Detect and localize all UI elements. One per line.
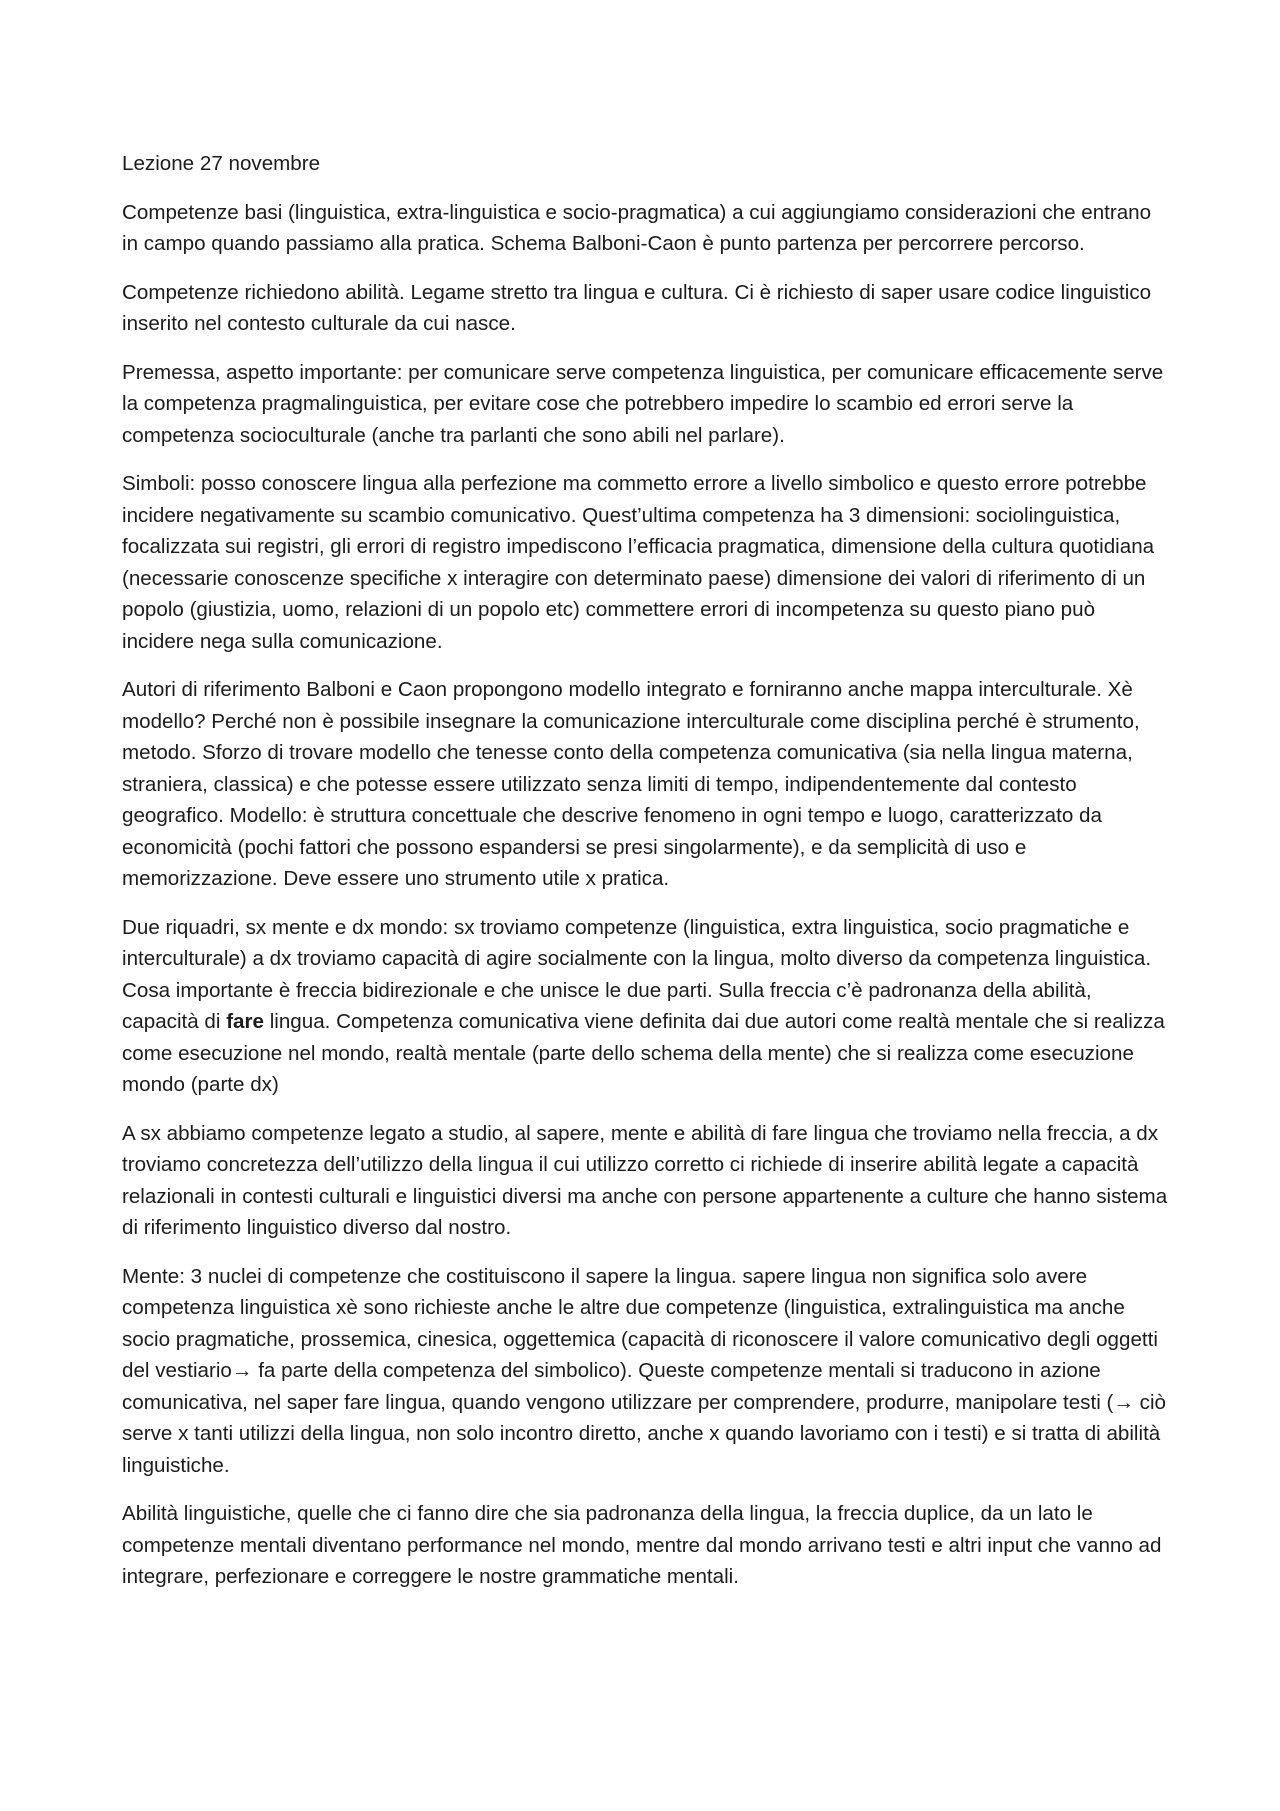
text-span: lingua. Competenza comunicativa viene definita dai due autori come realtà mentale che si realizza come esecuzione nel mondo, realtà mentale (parte dello schema della mente) che si realizza come esecuzione mondo (parte dx)	[122, 1010, 1165, 1096]
paragraph-a-sx: A sx abbiamo competenze legato a studio, al sapere, mente e abilità di fare lingua che troviamo nella freccia, a dx troviamo concretezza dell’utilizzo della lingua il cui utilizzo corretto ci richiede di inserire abilità legate a capacità relazionali in contesti culturali e linguistici diversi ma anche con persone appartenente a culture che hanno sistema di riferimento linguistico diverso dal nostro.	[122, 1121, 1168, 1239]
lesson-title: Lezione 27 novembre	[122, 152, 321, 175]
paragraph-due-riquadri	[122, 912, 1168, 1101]
paragraph-premessa: Premessa, aspetto importante: per comunicare serve competenza linguistica, per comunicare efficacemente serve la competenza pragmalinguistica, per evitare cose che potrebbero impedire lo scambio ed errori serve la competenza socioculturale (anche tra parlanti che sono abili nel parlare).	[122, 360, 1164, 447]
paragraph-mente: Mente: 3 nuclei di competenze che costituiscono il sapere la lingua. sapere lingua non significa solo avere competenza linguistica xè sono richieste anche le altre due competenze (linguistica, extralinguistica ma anche socio pragmatiche, prossemica, cinesica, oggettemica (capacità di riconoscere il valore comunicativo degli oggetti del vestiario→ fa parte della competenza del simbolico). Queste competenze mentali si traducono in azione comunicativa, nel saper fare lingua, quando vengono utilizzare per comprendere, produrre, manipolare testi (→ ciò serve x tanti utilizzi della lingua, non solo incontro diretto, anche x quando lavoriamo con i testi) e si tratta di abilità linguistiche.	[122, 1264, 1166, 1477]
text-span: Due riquadri, sx mente e dx mondo: sx troviamo competenze (linguistica, extra linguistica, socio pragmatiche e interculturale) a dx troviamo capacità di agire socialmente con la lingua, molto diverso da competenza linguistica. Cosa importante è freccia bidirezionale e che unisce le due parti. Sulla freccia c’è padronanza della abilità, capacità di	[122, 915, 1152, 1033]
bold-word-fare: fare	[226, 1010, 264, 1033]
paragraph-autori: Autori di riferimento Balboni e Caon propongono modello integrato e forniranno anche mappa interculturale. Xè modello? Perché non è possibile insegnare la comunicazione interculturale come disciplina perché è strumento, metodo. Sforzo di trovare modello che tenesse conto della competenza comunicativa (sia nella lingua materna, straniera, classica) e che potesse essere utilizzato senza limiti di tempo, indipendentemente dal contesto geografico. Modello: è struttura concettuale che descrive fenomeno in ogni tempo e luogo, caratterizzato da economicità (pochi fattori che possono espandersi se presi singolarmente), e da semplicità di uso e memorizzazione. Deve essere uno strumento utile x pratica.	[122, 678, 1140, 890]
paragraph-competenze-basi: Competenze basi (linguistica, extra-linguistica e socio-pragmatica) a cui aggiungiamo considerazioni che entrano in campo quando passiamo alla pratica. Schema Balboni-Caon è punto partenza per percorrere percorso.	[122, 200, 1152, 255]
paragraph-competenze-abilita: Competenze richiedono abilità. Legame stretto tra lingua e cultura. Ci è richiesto di saper usare codice linguistico inserito nel contesto culturale da cui nasce.	[122, 280, 1152, 335]
paragraph-abilita-linguistiche: Abilità linguistiche, quelle che ci fanno dire che sia padronanza della lingua, la freccia duplice, da un lato le competenze mentali diventano performance nel mondo, mentre dal mondo arrivano testi e altri input che vanno ad integrare, perfezionare e correggere le nostre grammatiche mentali.	[122, 1502, 1162, 1588]
paragraph-simboli: Simboli: posso conoscere lingua alla perfezione ma commetto errore a livello simbolico e questo errore potrebbe incidere negativamente su scambio comunicativo. Quest’ultima competenza ha 3 dimensioni: sociolinguistica, focalizzata sui registri, gli errori di registro impediscono l’efficacia pragmatica, dimensione della cultura quotidiana (necessarie conoscenze specifiche x interagire con determinato paese) dimensione dei valori di riferimento di un popolo (giustizia, uomo, relazioni di un popolo etc) commettere errori di incompetenza su questo piano può incidere nega sulla comunicazione.	[122, 472, 1155, 653]
document-page	[122, 148, 1168, 1610]
